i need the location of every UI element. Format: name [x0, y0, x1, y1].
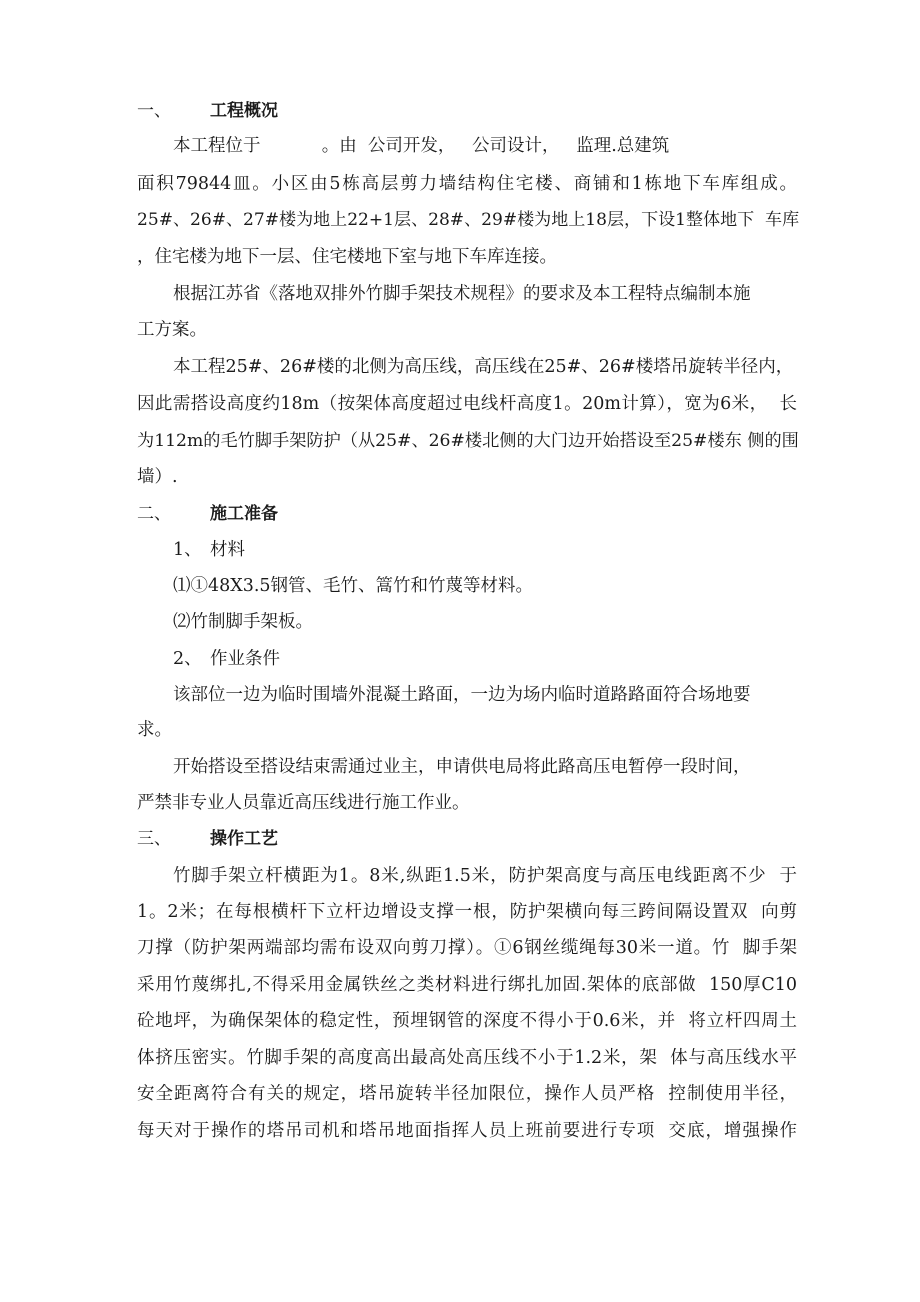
section-heading	[137, 100, 278, 122]
paragraph-line: 安全距离符合有关的规定，塔吊旋转半径加限位，操作人员严格 控制使用半径，	[137, 1084, 797, 1104]
paragraph-line: 开始搭设至搭设结束需通过业主，申请供电局将此路高压电暂停一段时间，	[173, 757, 751, 777]
subsection-heading	[173, 539, 245, 561]
paragraph-line: 体挤压密实。竹脚手架的高度高出最高处高压线不小于1.2米，架 体与高压线水平	[137, 1048, 797, 1068]
paragraph-line: 25#、26#、27#楼为地上22+1层、28#、29#楼为地上18层，下设1整体地下 车库	[137, 210, 800, 230]
section-heading	[137, 503, 278, 525]
subsection-title: 作业条件	[210, 649, 280, 669]
section-title: 工程概况	[210, 101, 278, 121]
paragraph-line: 墙）.	[137, 467, 178, 487]
paragraph-line: 每天对于操作的塔吊司机和塔吊地面指挥人员上班前要进行专项 交底，增强操作	[137, 1121, 797, 1141]
paragraph-line: 砼地坪，为确保架体的稳定性，预埋钢管的深度不得小于0.6米，并 将立杆四周土	[137, 1011, 797, 1031]
paragraph-line: 竹脚手架立杆横距为1。8米,纵距1.5米，防护架高度与高压电线距离不少 于	[173, 866, 797, 886]
paragraph-line: 采用竹蔑绑扎,不得采用金属铁丝之类材料进行绑扎加固.架体的底部做 150厚C10	[137, 975, 797, 995]
paragraph-line: 根据江苏省《落地双排外竹脚手架技术规程》的要求及本工程特点编制本施	[173, 284, 751, 304]
paragraph-line: 该部位一边为临时围墙外混凝土路面，一边为场内临时道路路面符合场地要	[173, 685, 751, 705]
paragraph-line: ，住宅楼为地下一层、住宅楼地下室与地下车库连接。	[137, 247, 557, 267]
material-item: ⑵竹制脚手架板。	[173, 612, 313, 632]
subsection-heading	[173, 648, 280, 670]
subsection-title: 材料	[210, 540, 245, 560]
material-item: ⑴①48X3.5钢管、毛竹、篙竹和竹蔑等材料。	[173, 576, 534, 596]
subsection-number: 1、	[173, 540, 202, 560]
paragraph-line: 求。	[137, 720, 172, 740]
section-number: 一、	[137, 101, 171, 121]
paragraph-line: 本工程位于 。由 公司开发， 公司设计， 监理.总建筑	[173, 136, 670, 156]
paragraph-line: 面积79844皿。小区由5栋高层剪力墙结构住宅楼、商铺和1栋地下车库组成。	[137, 174, 797, 194]
paragraph-line: 刀撑（防护架两端部均需布设双向剪刀撑）。①6钢丝缆绳每30米一道。竹 脚手架	[137, 938, 797, 958]
paragraph-line: 为112m的毛竹脚手架防护（从25#、26#楼北侧的大门边开始搭设至25#楼东 侧的围	[137, 431, 799, 451]
subsection-number: 2、	[173, 649, 202, 669]
paragraph-line: 工方案。	[137, 320, 207, 340]
paragraph-line: 本工程25#、26#楼的北侧为高压线，高压线在25#、26#楼塔吊旋转半径内，	[173, 357, 794, 377]
section-number: 二、	[137, 504, 171, 524]
paragraph-line: 严禁非专业人员靠近高压线进行施工作业。	[137, 793, 470, 813]
section-title: 施工准备	[210, 504, 278, 524]
section-number: 三、	[137, 829, 171, 849]
section-title: 操作工艺	[210, 829, 278, 849]
paragraph-line: 1。2米；在每根横杆下立杆边增设支撑一根，防护架横向每三跨间隔设置双 向剪	[137, 902, 797, 922]
section-heading	[137, 828, 278, 850]
paragraph-line: 因此需搭设高度约18m（按架体高度超过电线杆高度1。20m计算），宽为6米， 长	[137, 394, 797, 414]
